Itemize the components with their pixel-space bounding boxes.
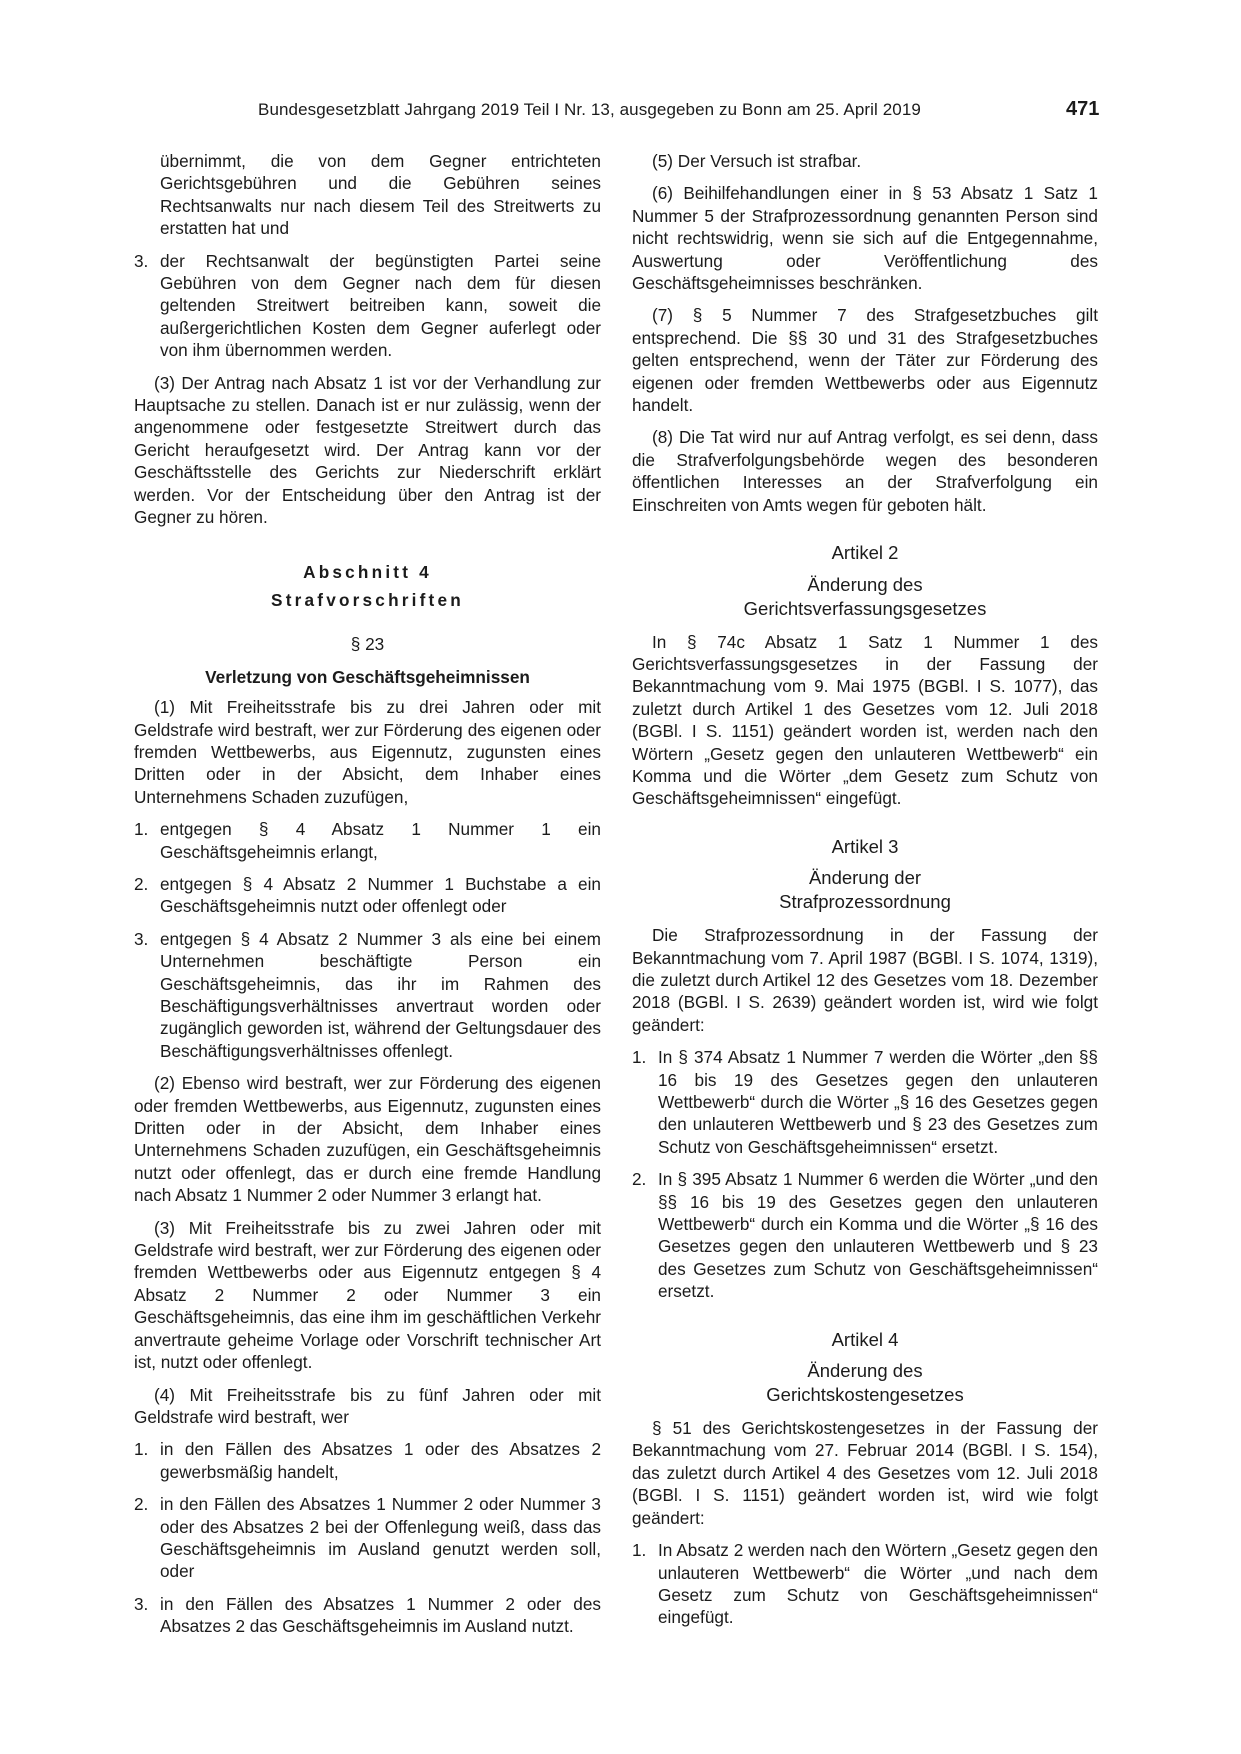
- paragraph-5: (5) Der Versuch ist strafbar.: [652, 151, 862, 171]
- list-item-text: entgegen § 4 Absatz 2 Nummer 3 als eine bei einem Unternehmen beschäftigte Person ein Geschäftsgeheimnis, das ihr im Rahmen des Beschäftigungsverhältnisses anvertraut worden oder zugänglich geworden ist, während der Geltungsdauer des Beschäftigungsverhältnisses offenlegt.: [160, 928, 601, 1061]
- list-item: [134, 250, 601, 362]
- article-2-title-line1: Änderung des: [807, 573, 923, 595]
- paragraph-1: (1) Mit Freiheitsstrafe bis zu drei Jahren oder mit Geldstrafe wird bestraft, wer zur Förderung des eigenen oder fremden Wettbewerbs, aus Eigennutz, zugunsten eines Dritten oder in der Absicht, dem Inhaber eines Unternehmens Schaden zuzufügen,: [134, 697, 601, 807]
- section-title: Verletzung von Geschäftsgeheimnissen: [205, 666, 530, 687]
- list-item-number: 1.: [134, 819, 149, 840]
- list-item: [134, 818, 601, 863]
- list-item-number: 2.: [632, 1169, 647, 1190]
- article-2-text: In § 74c Absatz 1 Satz 1 Nummer 1 des Gerichtsverfassungsgesetzes in der Fassung der Bekanntmachung vom 9. Mai 1975 (BGBl. I S. 1077), das zuletzt durch Artikel 1 des Gesetzes vom 12. Juli 2018 (BGBl. I S. 1151) geändert worden ist, werden nach den Wörtern „Gesetz gegen den unlauteren Wettbewerb“ ein Komma und die Wörter „dem Gesetz zum Schutz von Geschäftsgeheimnissen“ eingefügt.: [632, 631, 1098, 809]
- paragraph-4-list: [134, 1438, 601, 1637]
- list-item: [134, 1438, 601, 1483]
- list-item-text: übernimmt, die von dem Gegner entrichteten Gerichtsgebühren und die Gebühren seines Rechtsanwalts nur nach diesem Teil des Streitwerts zu erstatten hat und: [160, 151, 601, 239]
- article-2-title-line2: Gerichtsverfassungsgesetzes: [743, 597, 987, 619]
- article-4-number: Artikel 4: [831, 1328, 899, 1350]
- paragraph-abs3: (3) Der Antrag nach Absatz 1 ist vor der Verhandlung zur Hauptsache zu stellen. Danach ist er nur zulässig, wenn der angenommene oder festgesetzte Streitwert durch das Gericht heraufgesetzt wird. Der Antrag kann vor der Geschäftsstelle des Gerichts zur Niederschrift erklärt werden. Vor der Entscheidung über den Antrag ist der Gegner zu hören.: [134, 372, 601, 528]
- article-4-text: § 51 des Gerichtskostengesetzes in der Fassung der Bekanntmachung vom 27. Februar 2014 (BGBl. I S. 154), das zuletzt durch Artikel 4 des Gesetzes vom 12. Juli 2018 (BGBl. I S. 1151) geändert worden ist, wird wie folgt geändert:: [632, 1418, 1098, 1528]
- list-item-number: 3.: [134, 1593, 149, 1614]
- list-item-text: entgegen § 4 Absatz 1 Nummer 1 ein Geschäftsgeheimnis erlangt,: [160, 819, 601, 862]
- paragraph-1-list: [134, 818, 601, 1062]
- article-2-number: Artikel 2: [831, 542, 899, 564]
- continued-list-item: [160, 150, 601, 240]
- article-3-text: Die Strafprozessordnung in der Fassung der Bekanntmachung vom 7. April 1987 (BGBl. I S. 1074, 1319), die zuletzt durch Artikel 12 des Gesetzes vom 18. Dezember 2018 (BGBl. I S. 2639) geändert worden ist, wird wie folgt geändert:: [632, 925, 1098, 1035]
- list-item-number: 1.: [134, 1439, 149, 1460]
- running-title: Bundesgesetzblatt Jahrgang 2019 Teil I Nr. 13, ausgegeben zu Bonn am 25. April 2019: [258, 100, 921, 119]
- list-item-number: 3.: [134, 250, 149, 271]
- left-column: [134, 150, 601, 1648]
- list-item-text: In Absatz 2 werden nach den Wörtern „Gesetz gegen den unlauteren Wettbewerb“ die Wörter „und nach dem Gesetz zum Schutz von Geschäftsgeheimnissen“ eingefügt.: [658, 1540, 1098, 1628]
- list-item-text: In § 374 Absatz 1 Nummer 7 werden die Wörter „den §§ 16 bis 19 des Gesetzes gegen den unlauteren Wettbewerb“ durch die Wörter „§ 16 des Gesetzes gegen den unlauteren Wettbewerb und § 23 des Gesetzes zum Schutz von Geschäftsgeheimnissen“ ersetzt.: [658, 1047, 1098, 1157]
- list-item-number: 3.: [134, 928, 149, 949]
- list-item-number: 2.: [134, 1494, 149, 1515]
- paragraph-4: (4) Mit Freiheitsstrafe bis zu fünf Jahren oder mit Geldstrafe wird bestraft, wer: [134, 1384, 601, 1427]
- abschnitt-title: Strafvorschriften: [271, 589, 464, 610]
- list-item-text: in den Fällen des Absatzes 1 Nummer 2 oder des Absatzes 2 das Geschäftsgeheimnis im Ausland nutzt.: [160, 1593, 601, 1637]
- paragraph-8: (8) Die Tat wird nur auf Antrag verfolgt, es sei denn, dass die Strafverfolgungsbehörde wegen des besonderen öffentlichen Interesses an der Strafverfolgung ein Einschreiten von Amts wegen für geboten hält.: [632, 427, 1098, 515]
- article-2-title: [632, 573, 1098, 621]
- abschnitt-heading: Abschnitt 4: [303, 561, 432, 582]
- article-4-title: [632, 1359, 1098, 1407]
- paragraph-6: (6) Beihilfehandlungen einer in § 53 Absatz 1 Satz 1 Nummer 5 der Strafprozessordnung genannten Person sind nicht rechtswidrig, wenn sie sich auf die Entgegennahme, Auswertung oder Veröffentlichung des Geschäftsgeheimnisses beschränken.: [632, 183, 1098, 294]
- article-3-title-line1: Änderung der: [808, 867, 922, 889]
- list-item: [632, 1539, 1098, 1629]
- page-header: [0, 98, 1241, 124]
- list-item-text: in den Fällen des Absatzes 1 Nummer 2 oder Nummer 3 oder des Absatzes 2 bei der Offenlegung weiß, dass das Geschäftsgeheimnis im Ausland genutzt werden soll, oder: [160, 1494, 601, 1582]
- list-item-number: 1.: [632, 1047, 647, 1068]
- article-4-title-line2: Gerichtskostengesetzes: [766, 1384, 964, 1406]
- list-item: [134, 1593, 601, 1638]
- list-item-number: 2.: [134, 873, 149, 894]
- article-3-list: [632, 1046, 1098, 1302]
- list-item-number: 1.: [632, 1540, 647, 1561]
- list-item: [134, 928, 601, 1062]
- list-item: [632, 1168, 1098, 1302]
- list-item-text: der Rechtsanwalt der begünstigten Partei seine Gebühren von dem Gegner nach dem für diesen geltenden Streitwert beitreiben kann, soweit die außergerichtlichen Kosten dem Gegner auferlegt oder von ihm übernommen werden.: [160, 250, 601, 361]
- list-item-text: entgegen § 4 Absatz 2 Nummer 1 Buchstabe a ein Geschäftsgeheimnis nutzt oder offenlegt oder: [160, 873, 601, 917]
- article-4-title-line1: Änderung des: [807, 1360, 923, 1382]
- paragraph-7: (7) § 5 Nummer 7 des Strafgesetzbuches gilt entsprechend. Die §§ 30 und 31 des Strafgesetzbuches gelten entsprechend, wenn der Täter zur Förderung des eigenen oder fremden Wettbewerbs oder aus Eigennutz handelt.: [632, 305, 1098, 416]
- list-item: [134, 873, 601, 918]
- list-item: [632, 1046, 1098, 1158]
- article-3-title: [632, 866, 1098, 914]
- article-4-list: [632, 1539, 1098, 1629]
- right-column: [632, 150, 1098, 1639]
- page-number: 471: [1066, 98, 1100, 120]
- article-3-number: Artikel 3: [831, 835, 899, 857]
- paragraph-3: (3) Mit Freiheitsstrafe bis zu zwei Jahren oder mit Geldstrafe wird bestraft, wer zur Förderung des eigenen oder fremden Wettbewerbs oder aus Eigennutz entgegen § 4 Absatz 2 Nummer 2 oder Nummer 3 ein Geschäftsgeheimnis, das eine ihm im geschäftlichen Verkehr anvertraute geheime Vorlage oder Vorschrift technischer Art ist, nutzt oder offenlegt.: [134, 1217, 601, 1373]
- section-number: § 23: [350, 634, 385, 655]
- article-3-title-line2: Strafprozessordnung: [779, 891, 951, 913]
- list-item-text: in den Fällen des Absatzes 1 oder des Absatzes 2 gewerbsmäßig handelt,: [160, 1439, 601, 1482]
- list-item-text: In § 395 Absatz 1 Nummer 6 werden die Wörter „und den §§ 16 bis 19 des Gesetzes gegen den unlauteren Wettbewerb“ durch ein Komma und die Wörter „§ 16 des Gesetzes gegen den unlauteren Wettbewerb und § 23 des Gesetzes zum Schutz von Geschäftsgeheimnissen“ ersetzt.: [658, 1169, 1098, 1302]
- paragraph-2: (2) Ebenso wird bestraft, wer zur Förderung des eigenen oder fremden Wettbewerbs, aus Eigennutz, zugunsten eines Dritten oder in der Absicht, dem Inhaber eines Unternehmens Schaden zuzufügen, ein Geschäftsgeheimnis nutzt oder offenlegt, das er durch eine fremde Handlung nach Absatz 1 Nummer 2 oder Nummer 3 erlangt hat.: [134, 1073, 601, 1206]
- list-item: [134, 1493, 601, 1583]
